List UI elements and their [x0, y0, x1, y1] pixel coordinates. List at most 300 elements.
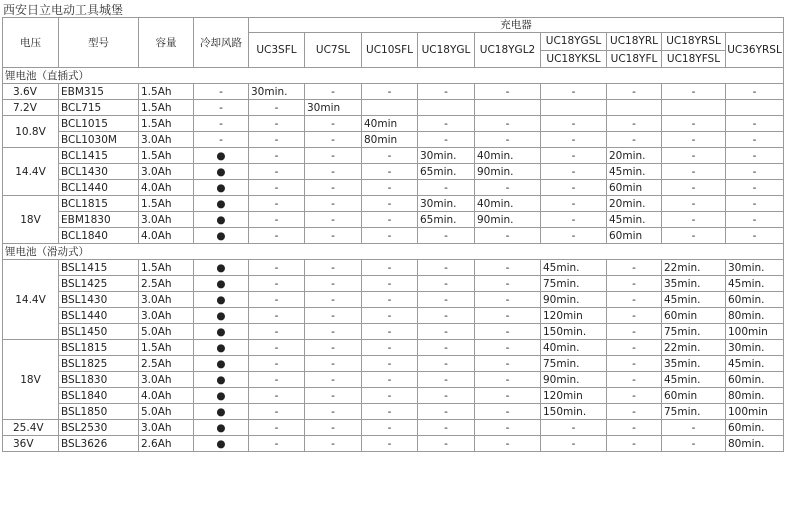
table-row	[3, 356, 784, 372]
charge-time-cell: -	[249, 180, 305, 196]
charge-time-cell: -	[726, 84, 784, 100]
model-cell: BSL1440	[59, 308, 139, 324]
charge-time-cell: -	[418, 84, 475, 100]
charge-time-cell: -	[475, 436, 541, 452]
charge-time-cell: -	[418, 260, 475, 276]
charge-time-cell: -	[607, 260, 662, 276]
charge-time-cell: 45min.	[607, 164, 662, 180]
cooling-cell: ●	[194, 388, 249, 404]
charge-time-cell: -	[607, 420, 662, 436]
table-body	[3, 68, 784, 452]
charge-time-cell: 40min.	[475, 196, 541, 212]
cooling-cell: ●	[194, 436, 249, 452]
charge-time-cell: 150min.	[541, 324, 607, 340]
charge-time-cell: -	[249, 164, 305, 180]
model-cell: BCL1840	[59, 228, 139, 244]
section-row	[3, 244, 784, 260]
charge-time-cell: 40min	[362, 116, 418, 132]
table-row	[3, 260, 784, 276]
charger-header	[249, 33, 305, 68]
cooling-cell: ●	[194, 212, 249, 228]
charge-time-cell: -	[249, 276, 305, 292]
charge-time-cell: 20min.	[607, 148, 662, 164]
capacity-cell: 1.5Ah	[139, 84, 194, 100]
charge-time-cell: -	[362, 196, 418, 212]
charge-time-cell: -	[607, 132, 662, 148]
charge-time-cell: -	[607, 324, 662, 340]
charge-time-cell	[541, 100, 607, 116]
charge-time-cell: 100min	[726, 324, 784, 340]
charge-time-cell: -	[475, 228, 541, 244]
charge-time-cell: -	[726, 180, 784, 196]
model-cell: BSL1830	[59, 372, 139, 388]
charge-time-cell: 75min.	[662, 324, 726, 340]
model-cell: EBM315	[59, 84, 139, 100]
cooling-cell: ●	[194, 260, 249, 276]
charge-time-cell: 80min.	[726, 436, 784, 452]
charge-time-cell: -	[362, 180, 418, 196]
charger-model-label: UC18YFSL	[662, 50, 725, 67]
charge-time-cell: 35min.	[662, 276, 726, 292]
model-cell: BSL1850	[59, 404, 139, 420]
charge-time-cell: -	[418, 420, 475, 436]
charge-time-cell: -	[475, 180, 541, 196]
charger-model-label: UC10SFL	[366, 44, 413, 56]
charge-time-cell: -	[305, 148, 362, 164]
charge-time-cell: 45min.	[662, 372, 726, 388]
charge-time-cell: -	[662, 148, 726, 164]
voltage-cell: 18V	[3, 340, 59, 420]
table-row	[3, 196, 784, 212]
charge-time-cell: -	[607, 388, 662, 404]
charge-time-cell: -	[541, 420, 607, 436]
charge-time-cell: 75min.	[541, 356, 607, 372]
charge-time-cell: -	[607, 292, 662, 308]
charge-time-cell: -	[541, 436, 607, 452]
charge-time-cell: 45min.	[662, 292, 726, 308]
charge-time-cell: -	[362, 372, 418, 388]
charge-time-cell: -	[362, 276, 418, 292]
cooling-cell: ●	[194, 180, 249, 196]
charge-time-cell: -	[607, 308, 662, 324]
charge-time-cell: -	[305, 420, 362, 436]
charge-time-cell: 60min.	[726, 420, 784, 436]
charge-time-cell: -	[362, 228, 418, 244]
model-cell: BSL1840	[59, 388, 139, 404]
charge-time-cell: -	[726, 116, 784, 132]
charge-time-cell: -	[418, 388, 475, 404]
charger-model-label: UC18YRSL	[666, 35, 721, 47]
cooling-cell: ●	[194, 148, 249, 164]
charge-time-cell: -	[305, 324, 362, 340]
charge-time-cell: -	[726, 212, 784, 228]
charge-time-cell: -	[475, 260, 541, 276]
charge-time-cell: -	[249, 308, 305, 324]
charge-time-cell: 30min.	[418, 148, 475, 164]
charge-time-cell: -	[662, 132, 726, 148]
charge-time-cell: 40min.	[475, 148, 541, 164]
charge-time-cell: -	[362, 308, 418, 324]
charge-time-cell: -	[249, 356, 305, 372]
charge-time-cell: -	[726, 164, 784, 180]
cooling-cell: ●	[194, 372, 249, 388]
charge-time-cell: -	[362, 340, 418, 356]
charge-time-cell: -	[541, 84, 607, 100]
cooling-cell: ●	[194, 308, 249, 324]
table-row	[3, 164, 784, 180]
model-cell: BCL1440	[59, 180, 139, 196]
capacity-cell: 1.5Ah	[139, 100, 194, 116]
charger-header	[541, 33, 607, 68]
charge-time-cell: 45min.	[726, 276, 784, 292]
model-cell: BSL1425	[59, 276, 139, 292]
charge-time-cell: -	[362, 148, 418, 164]
capacity-cell: 2.5Ah	[139, 356, 194, 372]
cooling-cell: ●	[194, 196, 249, 212]
table-row	[3, 292, 784, 308]
charge-time-cell: -	[362, 420, 418, 436]
charge-time-cell: -	[249, 388, 305, 404]
charge-time-cell: -	[475, 116, 541, 132]
model-cell: BCL1415	[59, 148, 139, 164]
charge-time-cell: -	[249, 404, 305, 420]
table-row	[3, 116, 784, 132]
capacity-cell: 2.5Ah	[139, 276, 194, 292]
table-row	[3, 276, 784, 292]
voltage-cell: 14.4V	[3, 260, 59, 340]
charge-time-cell: 40min.	[541, 340, 607, 356]
capacity-cell: 3.0Ah	[139, 308, 194, 324]
charge-time-cell: -	[305, 132, 362, 148]
charge-time-cell: -	[418, 180, 475, 196]
cooling-cell: -	[194, 116, 249, 132]
charge-time-cell: -	[726, 228, 784, 244]
capacity-cell: 4.0Ah	[139, 180, 194, 196]
charge-time-cell: -	[541, 196, 607, 212]
table-row	[3, 148, 784, 164]
charge-time-cell: -	[475, 340, 541, 356]
charge-time-cell: 120min	[541, 308, 607, 324]
charge-time-cell: 80min	[362, 132, 418, 148]
model-cell: BSL1815	[59, 340, 139, 356]
charge-time-cell: -	[305, 228, 362, 244]
charge-time-cell: -	[726, 148, 784, 164]
charge-time-cell: 90min.	[475, 212, 541, 228]
cooling-cell: ●	[194, 164, 249, 180]
charge-time-cell: -	[726, 196, 784, 212]
model-cell: BCL715	[59, 100, 139, 116]
charge-time-cell: -	[475, 292, 541, 308]
charge-time-cell: -	[418, 308, 475, 324]
charge-time-cell: -	[305, 164, 362, 180]
charger-header	[726, 33, 784, 68]
charge-time-cell: 75min.	[662, 404, 726, 420]
charge-time-table	[2, 17, 784, 452]
charge-time-cell: 80min.	[726, 308, 784, 324]
charge-time-cell: -	[305, 372, 362, 388]
charge-time-cell: 30min.	[418, 196, 475, 212]
charge-time-cell: 30min.	[726, 260, 784, 276]
charge-time-cell: 20min.	[607, 196, 662, 212]
model-cell: BCL1815	[59, 196, 139, 212]
model-cell: BSL3626	[59, 436, 139, 452]
capacity-cell: 4.0Ah	[139, 228, 194, 244]
charge-time-cell	[418, 100, 475, 116]
charge-time-cell: -	[662, 228, 726, 244]
charge-time-cell: 22min.	[662, 260, 726, 276]
table-row	[3, 324, 784, 340]
charge-time-cell: -	[541, 116, 607, 132]
charge-time-cell: -	[607, 404, 662, 420]
table-row	[3, 436, 784, 452]
capacity-cell: 4.0Ah	[139, 388, 194, 404]
model-cell: BCL1015	[59, 116, 139, 132]
charge-time-cell: -	[305, 84, 362, 100]
charge-time-cell: 150min.	[541, 404, 607, 420]
charge-time-cell: 45min.	[726, 356, 784, 372]
charge-time-cell: -	[249, 292, 305, 308]
section-title: 锂电池（直插式）	[3, 68, 784, 84]
charge-time-cell: -	[362, 388, 418, 404]
charge-time-cell: 60min.	[726, 372, 784, 388]
charge-time-cell: -	[662, 212, 726, 228]
charger-header	[418, 33, 475, 68]
cooling-cell: ●	[194, 420, 249, 436]
charge-time-cell: -	[475, 132, 541, 148]
charger-header	[607, 33, 662, 68]
charge-time-cell: -	[475, 308, 541, 324]
charger-model-label: UC18YGSL	[545, 35, 602, 47]
charge-time-cell: -	[305, 260, 362, 276]
table-header	[3, 18, 784, 68]
charge-time-cell: -	[362, 212, 418, 228]
cooling-cell: ●	[194, 228, 249, 244]
table-row	[3, 372, 784, 388]
charge-time-cell: -	[607, 116, 662, 132]
table-row	[3, 84, 784, 100]
cooling-cell: ●	[194, 324, 249, 340]
capacity-header: 容量	[139, 18, 194, 68]
cooling-header: 冷却风路	[194, 18, 249, 68]
table-row	[3, 180, 784, 196]
table-row	[3, 308, 784, 324]
charge-time-cell: 90min.	[541, 292, 607, 308]
section-row	[3, 68, 784, 84]
capacity-cell: 1.5Ah	[139, 148, 194, 164]
table-row	[3, 388, 784, 404]
charge-time-cell: 30min.	[249, 84, 305, 100]
charger-model-label: UC18YKSL	[541, 50, 606, 67]
charge-time-cell: -	[418, 292, 475, 308]
charge-time-cell: -	[607, 276, 662, 292]
capacity-cell: 5.0Ah	[139, 324, 194, 340]
charge-time-cell: -	[475, 356, 541, 372]
charge-time-cell: -	[418, 436, 475, 452]
model-cell: BSL2530	[59, 420, 139, 436]
voltage-cell: 18V	[3, 196, 59, 244]
charge-time-cell	[362, 100, 418, 116]
charge-time-cell: 80min.	[726, 388, 784, 404]
cooling-cell: -	[194, 100, 249, 116]
model-header: 型号	[59, 18, 139, 68]
charge-time-cell: 65min.	[418, 212, 475, 228]
charge-time-cell: -	[541, 180, 607, 196]
charge-time-cell: 35min.	[662, 356, 726, 372]
charge-time-cell: -	[305, 212, 362, 228]
model-cell: BSL1430	[59, 292, 139, 308]
capacity-cell: 3.0Ah	[139, 132, 194, 148]
charge-time-cell: -	[418, 340, 475, 356]
voltage-cell: 7.2V	[3, 100, 59, 116]
model-cell: BSL1825	[59, 356, 139, 372]
charger-model-label: UC18YRL	[610, 35, 658, 47]
charge-time-cell: 45min.	[607, 212, 662, 228]
voltage-cell: 25.4V	[3, 420, 59, 436]
charge-time-cell: -	[362, 84, 418, 100]
charge-time-cell: -	[362, 356, 418, 372]
charge-time-cell: -	[418, 116, 475, 132]
charge-time-cell: 120min	[541, 388, 607, 404]
table-row	[3, 404, 784, 420]
charge-time-cell: -	[607, 356, 662, 372]
charge-time-cell: -	[249, 420, 305, 436]
charge-time-cell: -	[305, 388, 362, 404]
charge-time-cell: -	[475, 276, 541, 292]
capacity-cell: 1.5Ah	[139, 196, 194, 212]
charge-time-cell: 60min	[662, 308, 726, 324]
charge-time-cell: -	[362, 436, 418, 452]
charger-group-header: 充电器	[249, 18, 784, 33]
charge-time-cell: 60min.	[726, 292, 784, 308]
charger-model-label: UC18YGL	[421, 44, 471, 56]
charge-time-cell: -	[607, 84, 662, 100]
charge-time-cell: 30min.	[726, 340, 784, 356]
charger-model-label: UC18YGL2	[479, 44, 536, 56]
voltage-cell: 14.4V	[3, 148, 59, 196]
charge-time-cell: -	[418, 324, 475, 340]
charge-time-cell: -	[418, 132, 475, 148]
voltage-header: 电压	[3, 18, 59, 68]
capacity-cell: 1.5Ah	[139, 116, 194, 132]
charge-time-cell: 60min	[607, 228, 662, 244]
cooling-cell: ●	[194, 356, 249, 372]
charge-time-cell: -	[418, 228, 475, 244]
section-title: 锂电池（滑动式）	[3, 244, 784, 260]
charge-time-cell: -	[249, 324, 305, 340]
voltage-cell: 36V	[3, 436, 59, 452]
charge-time-cell: -	[249, 132, 305, 148]
charge-time-cell: -	[249, 228, 305, 244]
charge-time-cell: -	[541, 164, 607, 180]
charge-time-cell: -	[541, 132, 607, 148]
charge-time-cell: -	[305, 436, 362, 452]
cooling-cell: -	[194, 132, 249, 148]
charger-header	[362, 33, 418, 68]
charge-time-cell: -	[249, 372, 305, 388]
charge-time-cell: -	[305, 116, 362, 132]
capacity-cell: 2.6Ah	[139, 436, 194, 452]
charge-time-cell: -	[607, 372, 662, 388]
charge-time-cell: -	[249, 436, 305, 452]
charge-time-cell: -	[418, 372, 475, 388]
charge-time-cell	[475, 100, 541, 116]
charge-time-cell: -	[418, 276, 475, 292]
charge-time-cell: -	[541, 228, 607, 244]
charge-time-cell: -	[418, 404, 475, 420]
charge-time-cell: -	[541, 212, 607, 228]
capacity-cell: 1.5Ah	[139, 340, 194, 356]
charge-time-cell: -	[475, 84, 541, 100]
model-cell: EBM1830	[59, 212, 139, 228]
charge-time-cell: -	[475, 324, 541, 340]
charge-time-cell: -	[249, 100, 305, 116]
charge-time-cell: -	[362, 292, 418, 308]
model-cell: BSL1450	[59, 324, 139, 340]
charge-time-cell: -	[249, 116, 305, 132]
voltage-cell: 3.6V	[3, 84, 59, 100]
charge-time-cell: 45min.	[541, 260, 607, 276]
charge-time-cell: -	[662, 420, 726, 436]
charge-time-cell: -	[475, 372, 541, 388]
charge-time-cell: -	[249, 340, 305, 356]
capacity-cell: 1.5Ah	[139, 260, 194, 276]
charge-time-cell: -	[362, 324, 418, 340]
charge-time-cell: -	[305, 276, 362, 292]
charger-header	[475, 33, 541, 68]
voltage-cell: 10.8V	[3, 116, 59, 148]
capacity-cell: 5.0Ah	[139, 404, 194, 420]
charger-header	[662, 33, 726, 68]
charge-time-cell: 75min.	[541, 276, 607, 292]
capacity-cell: 3.0Ah	[139, 292, 194, 308]
charge-time-cell: -	[305, 340, 362, 356]
charge-time-cell: -	[305, 292, 362, 308]
charge-time-cell: -	[607, 436, 662, 452]
charger-model-label: UC36YRSL	[727, 44, 782, 56]
charge-time-cell: 30min	[305, 100, 362, 116]
charger-model-label: UC18YFL	[607, 50, 661, 67]
charge-time-cell: 90min.	[541, 372, 607, 388]
table-row	[3, 228, 784, 244]
charge-time-cell: -	[475, 388, 541, 404]
charge-time-cell: -	[418, 356, 475, 372]
charge-time-cell: -	[541, 148, 607, 164]
cooling-cell: -	[194, 84, 249, 100]
charger-model-label: UC7SL	[315, 44, 351, 56]
charge-time-cell: -	[362, 260, 418, 276]
table-row	[3, 340, 784, 356]
cooling-cell: ●	[194, 276, 249, 292]
model-cell: BSL1415	[59, 260, 139, 276]
charge-time-cell: -	[362, 404, 418, 420]
charge-time-cell: -	[305, 180, 362, 196]
charge-time-cell: 22min.	[662, 340, 726, 356]
charge-time-cell: -	[249, 212, 305, 228]
charge-time-cell: 90min.	[475, 164, 541, 180]
capacity-cell: 3.0Ah	[139, 164, 194, 180]
charge-time-cell: -	[249, 260, 305, 276]
charge-time-cell: -	[249, 148, 305, 164]
cooling-cell: ●	[194, 292, 249, 308]
charge-time-cell: 60min	[607, 180, 662, 196]
charge-time-cell: -	[662, 164, 726, 180]
charge-time-cell: -	[662, 436, 726, 452]
charge-time-cell: -	[305, 356, 362, 372]
capacity-cell: 3.0Ah	[139, 420, 194, 436]
charge-time-cell: -	[662, 84, 726, 100]
charger-header	[305, 33, 362, 68]
charge-time-cell: -	[726, 132, 784, 148]
